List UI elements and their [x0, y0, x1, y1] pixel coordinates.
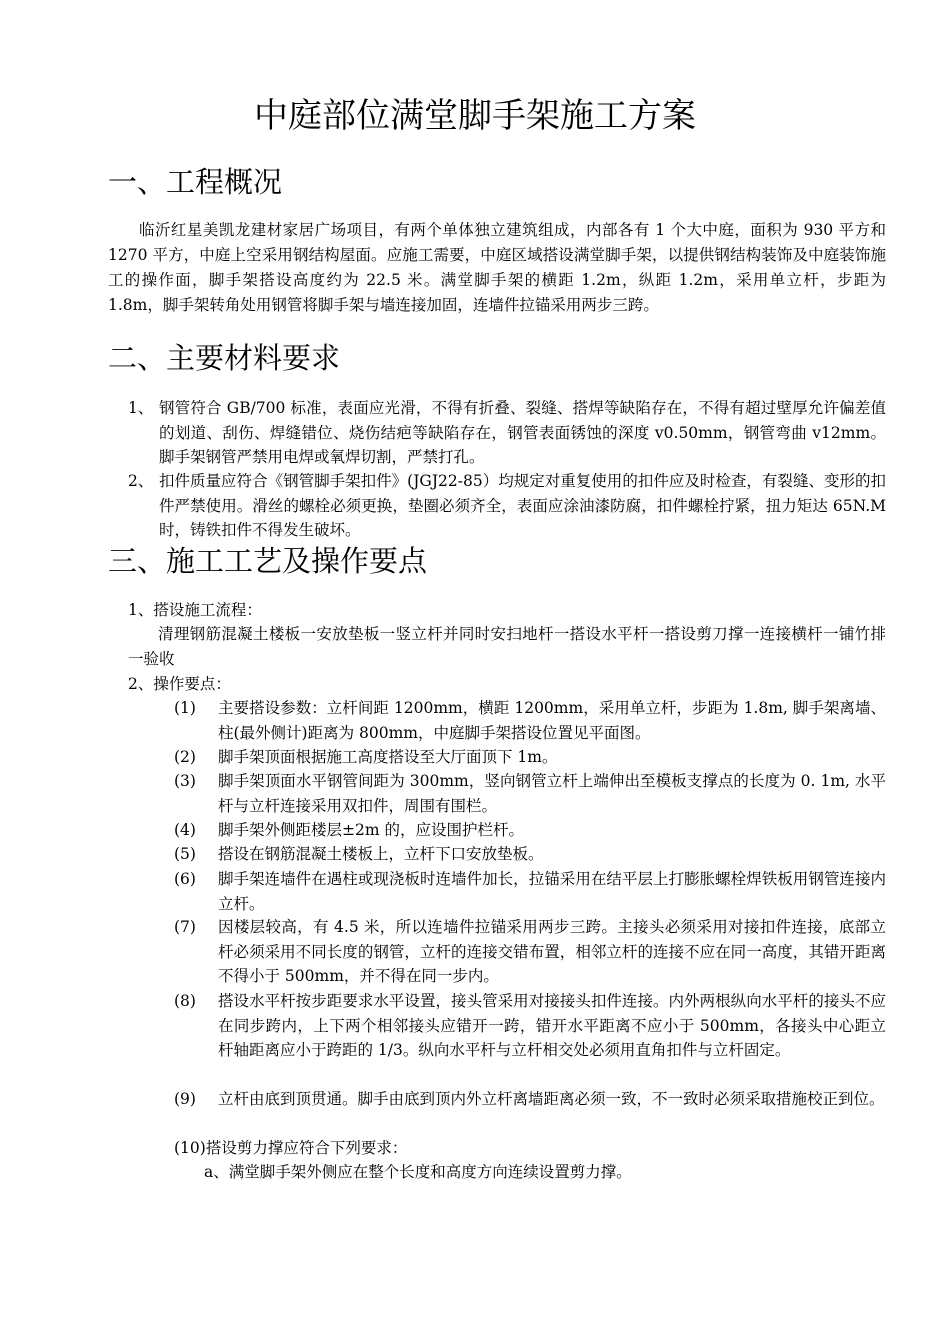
point-text: 搭设在钢筋混凝土楼板上，立杆下口安放垫板。	[218, 845, 544, 863]
material-item-text: 扣件质量应符合《钢管脚手架扣件》(JGJ22-85）均规定对重复使用的扣件应及时检查，有裂缝、变形的扣件严禁使用。滑丝的螺栓必须更换，垫圈必须齐全，表面应涂油漆防腐，扣件螺栓拧紧，扭力矩达 65N.M 时，铸铁扣件不得发生破坏。	[159, 472, 886, 539]
section-heading-materials: 二、主要材料要求	[108, 341, 341, 375]
point-text: 脚手架连墙件在遇柱或现浇板时连墙件加长，拉锚采用在结平层上打膨胀螺栓焊铁板用钢管连接内立杆。	[218, 870, 886, 913]
point-number: (3)	[174, 772, 196, 790]
point-text: 脚手架外侧距楼层±2m 的，应设围护栏杆。	[218, 821, 524, 839]
point-text: 脚手架顶面水平钢管间距为 300mm，竖向钢管立杆上端伸出至模板支撑点的长度为 0. 1m, 水平杆与立杆连接采用双扣件，周围有围栏。	[218, 772, 886, 815]
points-label: 2、操作要点：	[128, 675, 231, 693]
point-text: 因楼层较高，有 4.5 米，所以连墙件拉锚采用两步三跨。主接头必须采用对接扣件连接，底部立杆必须采用不同长度的钢管，立杆的连接交错布置，相邻立杆的连接不应在同一高度，其错开距离不得小于 500mm，并不得在同一步内。	[218, 918, 886, 985]
point-number: (2)	[174, 748, 196, 766]
point-text: 脚手架顶面根据施工高度搭设至大厅面顶下 1m。	[218, 748, 558, 766]
material-item-number: 1、	[128, 399, 154, 417]
point-text: 主要搭设参数：立杆间距 1200mm，横距 1200mm，采用单立杆，步距为 1.8m, 脚手架离墙、柱(最外侧计)距离为 800mm，中庭脚手架搭设位置见平面图。	[218, 699, 886, 742]
point-number: (6)	[174, 870, 196, 888]
point-number: (8)	[174, 992, 196, 1010]
point-number: (5)	[174, 845, 196, 863]
material-item-number: 2、	[128, 472, 154, 490]
section-heading-process: 三、施工工艺及操作要点	[108, 544, 428, 578]
point-10-heading: (10)搭设剪力撑应符合下列要求：	[174, 1139, 408, 1157]
point-number: (4)	[174, 821, 196, 839]
flow-text: 清理钢筋混凝土楼板一安放垫板一竖立杆并同时安扫地杆一搭设水平杆一搭设剪刀撑一连接横杆一铺竹排一验收	[128, 625, 886, 668]
point-10-item-a: a、满堂脚手架外侧应在整个长度和高度方向连续设置剪力撑。	[204, 1163, 632, 1181]
document-title: 中庭部位满堂脚手架施工方案	[254, 96, 696, 136]
point-number: (9)	[174, 1090, 196, 1108]
point-number: (7)	[174, 918, 196, 936]
overview-paragraph: 临沂红星美凯龙建材家居广场项目，有两个单体独立建筑组成，内部各有 1 个大中庭，面积为 930 平方和 1270 平方，中庭上空采用钢结构屋面。应施工需要，中庭区域搭设满堂脚手架，以提供钢结构装饰及中庭装饰施工的操作面，脚手架搭设高度约为 22.5 米。满堂脚手架的横距 1.2m，纵距 1.2m，采用单立杆，步距为 1.8m，脚手架转角处用钢管将脚手架与墙连接加固，连墙件拉锚采用两步三跨。	[108, 221, 886, 314]
point-text: 搭设水平杆按步距要求水平设置，接头管采用对接接头扣件连接。内外两根纵向水平杆的接头不应在同步跨内，上下两个相邻接头应错开一跨，错开水平距离不应小于 500mm，各接头中心距立杆轴距离应小于跨距的 1/3。纵向水平杆与立杆相交处必须用直角扣件与立杆固定。	[218, 992, 886, 1059]
flow-label: 1、搭设施工流程：	[128, 601, 262, 619]
point-number: (1)	[174, 699, 196, 717]
point-text: 立杆由底到顶贯通。脚手由底到顶内外立杆离墙距离必须一致，不一致时必须采取措施校正到位。	[218, 1090, 885, 1108]
section-heading-overview: 一、工程概况	[108, 165, 283, 199]
material-item-text: 钢管符合 GB/700 标准，表面应光滑，不得有折叠、裂缝、搭焊等缺陷存在，不得有超过壁厚允许偏差值的划道、刮伤、焊缝错位、烧伤结疤等缺陷存在，钢管表面锈蚀的深度 v0.50mm，钢管弯曲 v12mm。脚手架钢管严禁用电焊或氧焊切割，严禁打孔。	[159, 399, 886, 466]
